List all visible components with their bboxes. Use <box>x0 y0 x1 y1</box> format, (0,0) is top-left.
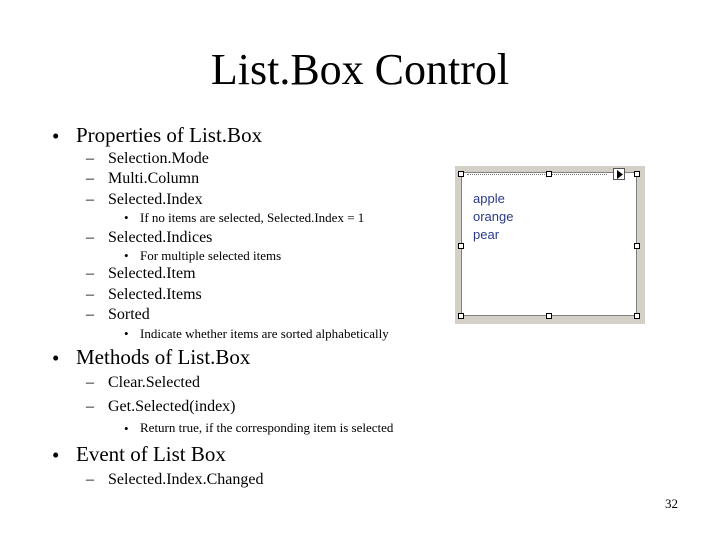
resize-handle <box>634 313 640 319</box>
dash-bullet: – <box>86 170 94 187</box>
property-item: Selected.Items <box>108 286 202 303</box>
sub-bullet: • <box>124 210 129 225</box>
resize-handle <box>634 243 640 249</box>
dash-bullet: – <box>86 398 94 415</box>
dash-bullet: – <box>86 229 94 246</box>
resize-handle <box>546 313 552 319</box>
dash-bullet: – <box>86 306 94 323</box>
property-note: If no items are selected, Selected.Index = 1 <box>140 210 365 225</box>
property-item: Selected.Item <box>108 265 196 282</box>
sub-bullet: • <box>124 421 129 436</box>
dash-bullet: – <box>86 150 94 167</box>
dash-bullet: – <box>86 191 94 208</box>
section-bullet: • <box>52 124 60 148</box>
dash-bullet: – <box>86 265 94 282</box>
property-item: Selected.Index <box>108 191 203 208</box>
event-item: Selected.Index.Changed <box>108 471 264 488</box>
resize-handle <box>458 171 464 177</box>
section-heading-methods: Methods of List.Box <box>76 345 251 369</box>
selection-border <box>467 174 607 175</box>
listbox-item: pear <box>473 227 500 242</box>
property-note: Indicate whether items are sorted alphabetically <box>140 326 389 341</box>
property-item: Selection.Mode <box>108 150 209 167</box>
resize-handle <box>458 313 464 319</box>
method-item: Clear.Selected <box>108 374 200 391</box>
page-number: 32 <box>665 496 678 511</box>
method-note: Return true, if the corresponding item is selected <box>140 420 394 435</box>
property-item: Selected.Indices <box>108 229 213 246</box>
section-bullet: • <box>52 346 60 370</box>
section-heading-events: Event of List Box <box>76 442 226 466</box>
section-bullet: • <box>52 443 60 467</box>
resize-handle <box>458 243 464 249</box>
dash-bullet: – <box>86 374 94 391</box>
listbox-item: apple <box>473 191 505 206</box>
smart-tag-arrow-icon <box>613 168 625 180</box>
property-item: Sorted <box>108 306 150 323</box>
property-note: For multiple selected items <box>140 248 282 263</box>
section-heading-properties: Properties of List.Box <box>76 123 263 147</box>
resize-handle <box>546 171 552 177</box>
sub-bullet: • <box>124 326 129 341</box>
dash-bullet: – <box>86 471 94 488</box>
method-item: Get.Selected(index) <box>108 398 236 415</box>
dash-bullet: – <box>86 286 94 303</box>
sub-bullet: • <box>124 248 129 263</box>
slide-title: List.Box Control <box>210 45 510 94</box>
listbox-control <box>461 172 637 316</box>
listbox-designer-image <box>455 166 645 324</box>
resize-handle <box>634 171 640 177</box>
listbox-item: orange <box>473 209 514 224</box>
property-item: Multi.Column <box>108 170 200 187</box>
